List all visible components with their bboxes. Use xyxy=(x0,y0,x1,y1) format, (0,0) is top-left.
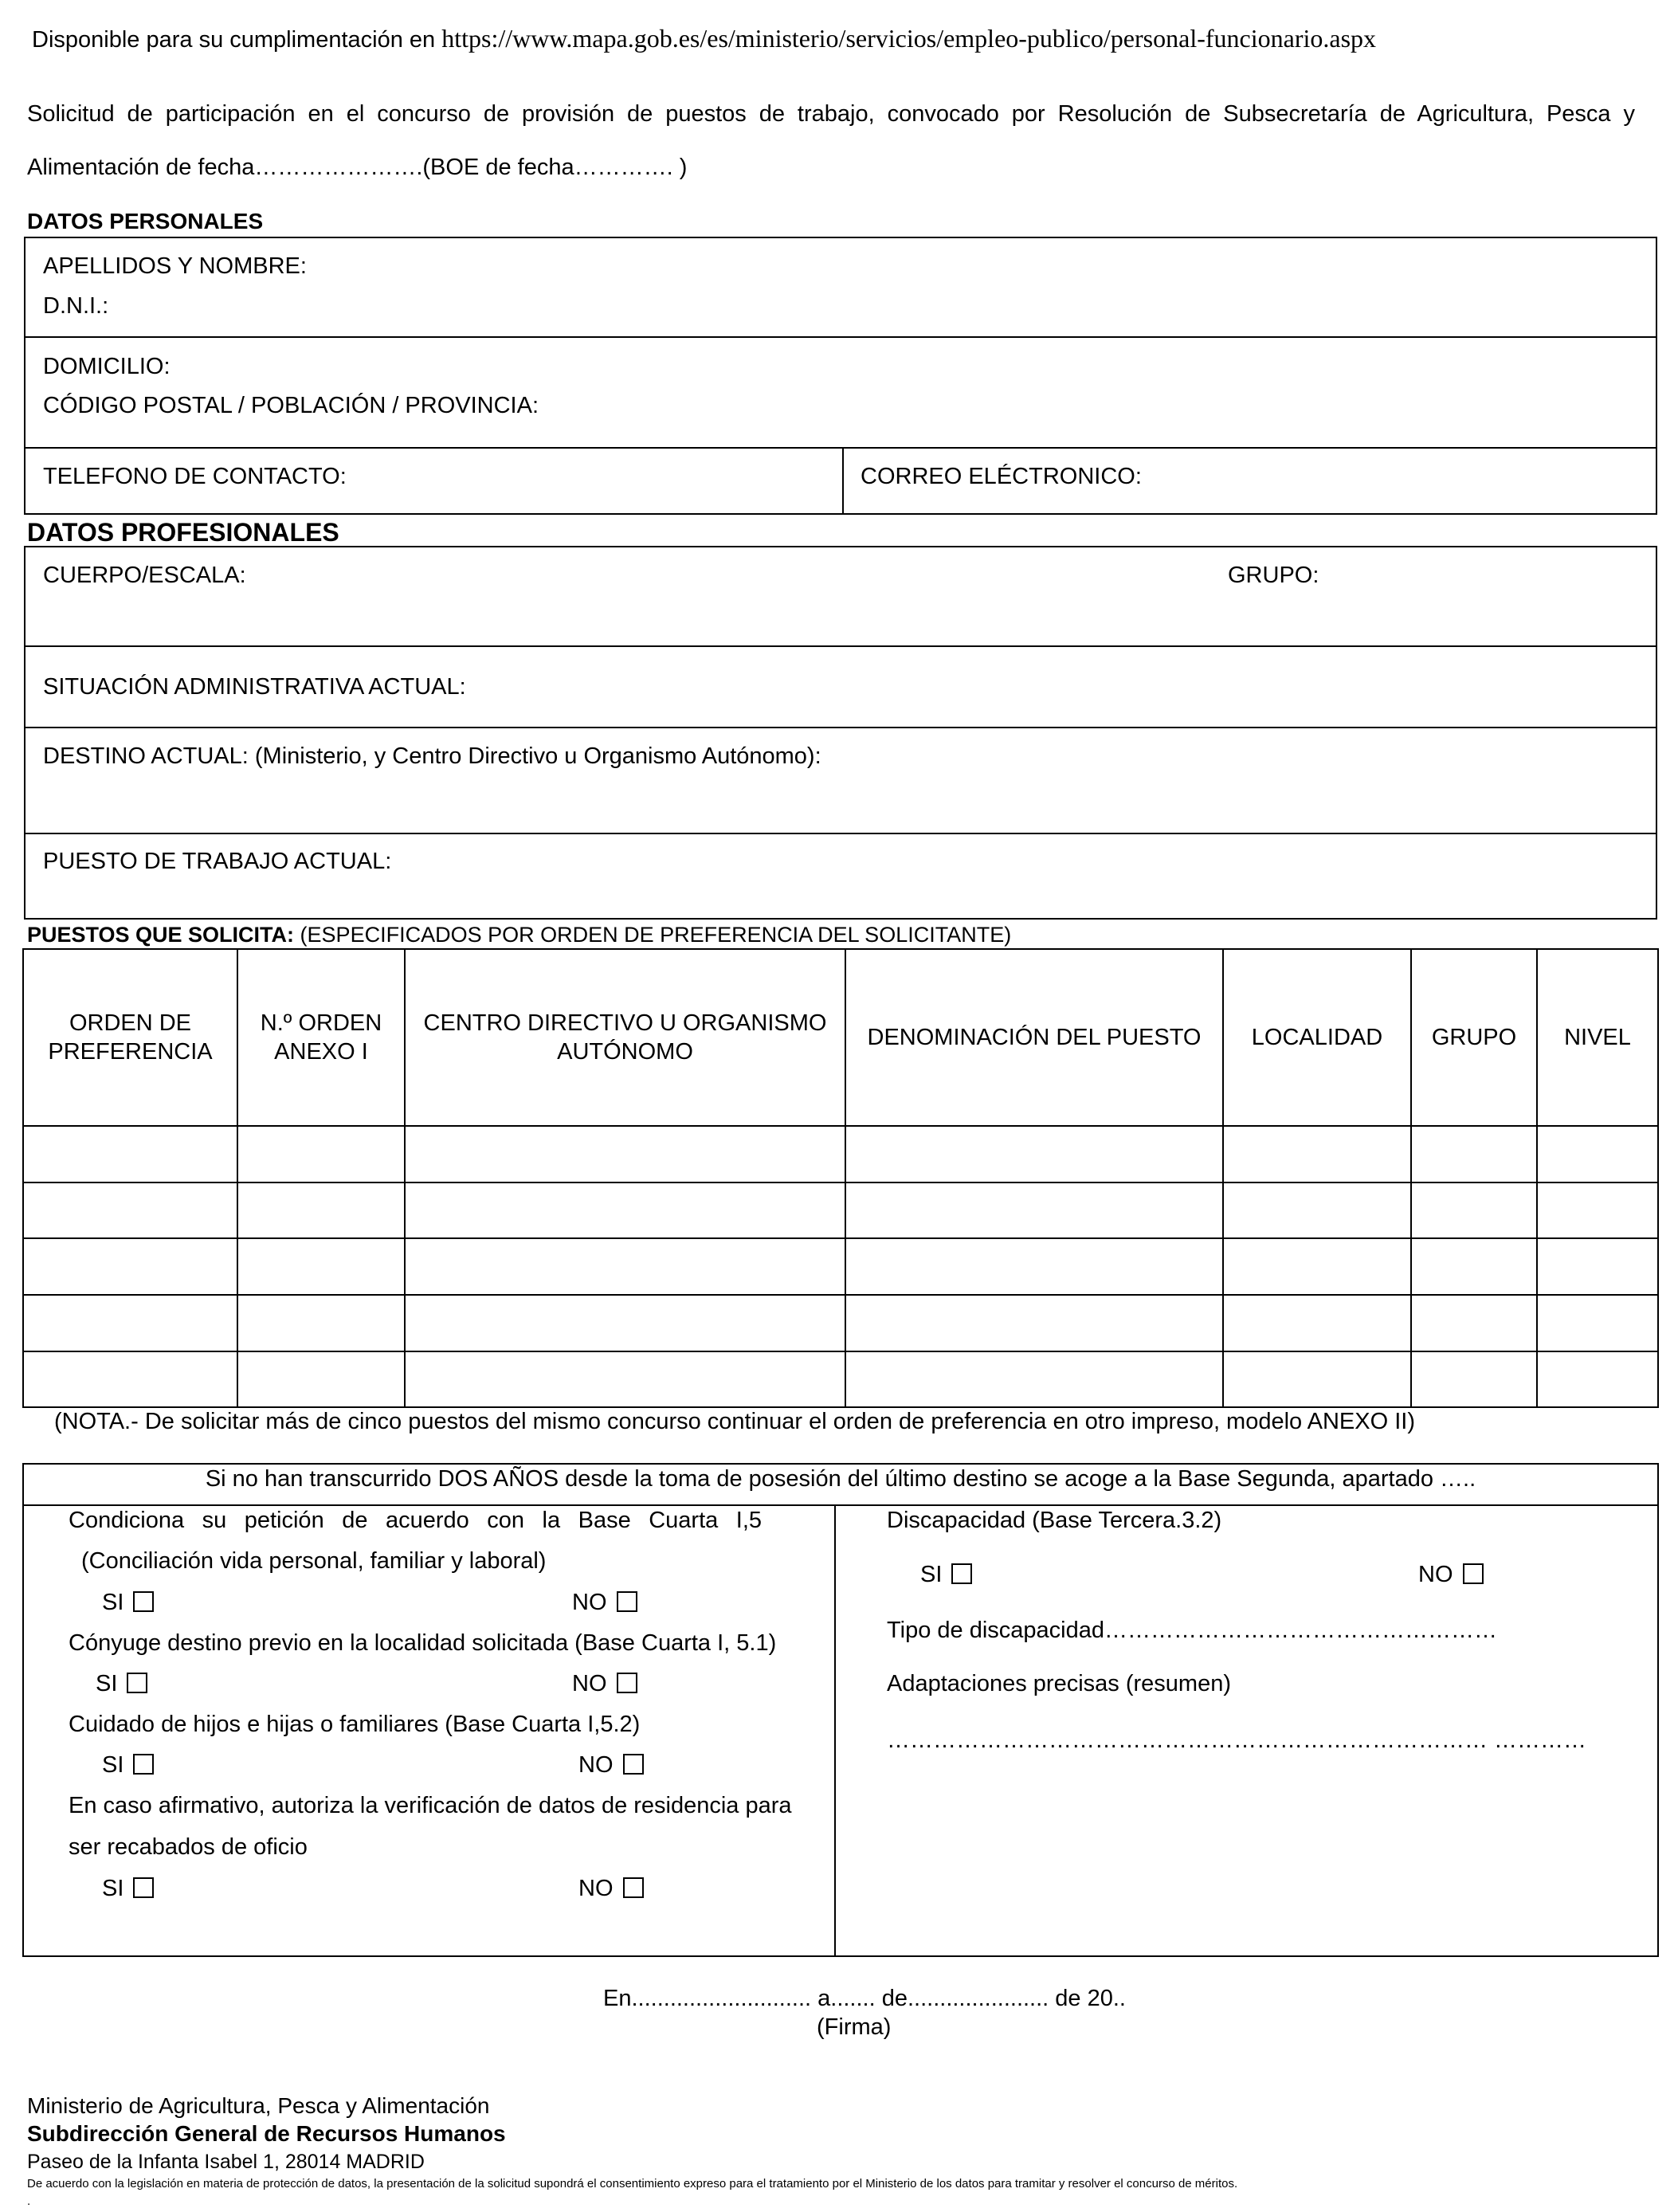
checkbox-icon[interactable] xyxy=(127,1673,147,1693)
divider xyxy=(842,447,844,515)
conditions-box xyxy=(22,1463,1659,1957)
postal-field-label[interactable]: CÓDIGO POSTAL / POBLACIÓN / PROVINCIA: xyxy=(43,393,539,418)
destination-field-label[interactable]: DESTINO ACTUAL: (Ministerio, y Centro Directivo u Organismo Autónomo): xyxy=(43,743,821,769)
condition4-no-option[interactable] xyxy=(578,1876,644,1902)
disability-type-field[interactable]: Tipo de discapacidad…………………………………………… xyxy=(887,1618,1497,1643)
condition-residence-line2: ser recabados de oficio xyxy=(69,1834,308,1860)
checkbox-icon[interactable] xyxy=(617,1673,637,1693)
condition1-yes-option[interactable] xyxy=(102,1590,154,1616)
yes-label: SI xyxy=(102,1590,124,1615)
column-header-level: NIVEL xyxy=(1564,1025,1631,1050)
address-field-label[interactable]: DOMICILIO: xyxy=(43,354,171,379)
condition-spouse: Cónyuge destino previo en la localidad solicitada (Base Cuarta I, 5.1) xyxy=(69,1630,777,1656)
row-divider xyxy=(22,1351,1659,1352)
availability-url[interactable]: https://www.mapa.gob.es/es/ministerio/servicios/empleo-publico/personal-funcionario.aspx xyxy=(441,24,1377,53)
divider xyxy=(24,336,1657,338)
row-divider xyxy=(22,1125,1659,1127)
checkbox-icon[interactable] xyxy=(623,1877,644,1898)
position-field-label[interactable]: PUESTO DE TRABAJO ACTUAL: xyxy=(43,849,392,874)
two-years-clause: Si no han transcurrido DOS AÑOS desde la toma de posesión del último destino se acoge a la Base Segunda, apartado ….. xyxy=(205,1466,1476,1492)
row-divider xyxy=(22,1237,1659,1239)
condition3-no-option[interactable] xyxy=(578,1752,644,1779)
condition3-yes-option[interactable] xyxy=(102,1752,154,1779)
divider xyxy=(24,727,1657,728)
condition-childcare: Cuidado de hijos e hijas o familiares (Base Cuarta I,5.2) xyxy=(69,1712,641,1737)
request-line-1: Solicitud de participación en el concurso de provisión de puestos de trabajo, convocado por Resolución de Subsecretaría de Agricultura, Pesca y xyxy=(27,101,1635,127)
name-field-label[interactable]: APELLIDOS Y NOMBRE: xyxy=(43,253,307,279)
divider xyxy=(834,1504,836,1957)
column-header-locality: LOCALIDAD xyxy=(1251,1025,1383,1050)
row-divider xyxy=(22,1294,1659,1296)
condition2-no-option[interactable] xyxy=(572,1671,637,1697)
condition4-yes-option[interactable] xyxy=(102,1876,154,1902)
condition-base-cuarta-line2: (Conciliación vida personal, familiar y laboral) xyxy=(81,1548,547,1574)
condition-residence-line1: En caso afirmativo, autoriza la verificación de datos de residencia para xyxy=(69,1793,792,1818)
disability-label: Discapacidad (Base Tercera.3.2) xyxy=(887,1508,1222,1533)
adaptations-field[interactable]: …………………………………………………………………… ………… xyxy=(887,1728,1587,1753)
no-label: NO xyxy=(572,1671,607,1696)
checkbox-icon[interactable] xyxy=(133,1877,154,1898)
signature-label: (Firma) xyxy=(817,2014,892,2040)
availability-line xyxy=(32,24,1376,53)
yes-label: SI xyxy=(96,1671,118,1696)
checkbox-icon[interactable] xyxy=(617,1591,637,1612)
situation-field-label[interactable]: SITUACIÓN ADMINISTRATIVA ACTUAL: xyxy=(43,674,466,700)
row-divider xyxy=(22,1182,1659,1183)
professional-section-title: DATOS PROFESIONALES xyxy=(27,518,339,547)
no-label: NO xyxy=(1418,1562,1453,1587)
positions-title-rest: (ESPECIFICADOS POR ORDEN DE PREFERENCIA DEL SOLICITANTE) xyxy=(294,923,1012,947)
checkbox-icon[interactable] xyxy=(623,1754,644,1775)
condition-base-cuarta-line1: Condiciona su petición de acuerdo con la Base Cuarta I,5 xyxy=(69,1508,762,1533)
no-label: NO xyxy=(572,1590,607,1615)
divider xyxy=(24,645,1657,647)
footer-ministry: Ministerio de Agricultura, Pesca y Alimentación xyxy=(27,2093,490,2118)
positions-section-title xyxy=(27,923,1011,947)
checkbox-icon[interactable] xyxy=(133,1754,154,1775)
condition2-yes-option[interactable] xyxy=(96,1671,147,1697)
positions-note: (NOTA.- De solicitar más de cinco puestos del mismo concurso continuar el orden de preferencia en otro impreso, modelo ANEXO II) xyxy=(54,1409,1415,1434)
no-label: NO xyxy=(578,1752,614,1778)
availability-prefix: Disponible para su cumplimentación en xyxy=(32,27,442,53)
footer-address: Paseo de la Infanta Isabel 1, 28014 MADRID xyxy=(27,2151,425,2173)
column-header-order: ORDEN DE PREFERENCIA xyxy=(48,1010,213,1065)
group-field-label[interactable]: GRUPO: xyxy=(1228,563,1319,588)
yes-label: SI xyxy=(102,1876,124,1901)
footer-privacy-notice: De acuerdo con la legislación en materia de protección de datos, la presentación de la solicitud supondrá el consentimiento expreso para el tratamiento por el Ministerio de los datos para tramitar y resolver el concurso de méritos. xyxy=(27,2177,1238,2190)
divider xyxy=(24,447,1657,449)
disability-no-option[interactable] xyxy=(1418,1562,1484,1588)
email-field-label[interactable]: CORREO ELÉCTRONICO: xyxy=(861,464,1142,489)
column-header-group: GRUPO xyxy=(1431,1025,1517,1050)
checkbox-icon[interactable] xyxy=(951,1563,972,1584)
footer-subdirection: Subdirección General de Recursos Humanos xyxy=(27,2121,506,2146)
yes-label: SI xyxy=(102,1752,124,1778)
no-label: NO xyxy=(578,1876,614,1901)
checkbox-icon[interactable] xyxy=(1463,1563,1484,1584)
yes-label: SI xyxy=(920,1562,943,1587)
condition1-no-option[interactable] xyxy=(572,1590,637,1616)
divider xyxy=(22,1504,1659,1506)
personal-section-title: DATOS PERSONALES xyxy=(27,209,264,233)
footer-dot: . xyxy=(27,2194,31,2208)
column-header-directive-center: CENTRO DIRECTIVO U ORGANISMO AUTÓNOMO xyxy=(423,1010,827,1065)
dni-field-label[interactable]: D.N.I.: xyxy=(43,293,109,319)
corps-field-label[interactable]: CUERPO/ESCALA: xyxy=(43,563,246,588)
checkbox-icon[interactable] xyxy=(133,1591,154,1612)
disability-yes-option[interactable] xyxy=(920,1562,972,1588)
adaptations-label: Adaptaciones precisas (resumen) xyxy=(887,1671,1231,1696)
positions-title-bold: PUESTOS QUE SOLICITA: xyxy=(27,923,295,947)
place-date-line[interactable]: En............................ a....... de...................... de 20.. xyxy=(603,1986,1126,2011)
column-header-annex-number: N.º ORDEN ANEXO I xyxy=(260,1010,382,1065)
divider xyxy=(24,833,1657,834)
phone-field-label[interactable]: TELEFONO DE CONTACTO: xyxy=(43,464,347,489)
request-line-2: Alimentación de fecha………………….(BOE de fecha…………. ) xyxy=(27,155,688,180)
column-header-position-name: DENOMINACIÓN DEL PUESTO xyxy=(867,1025,1202,1050)
